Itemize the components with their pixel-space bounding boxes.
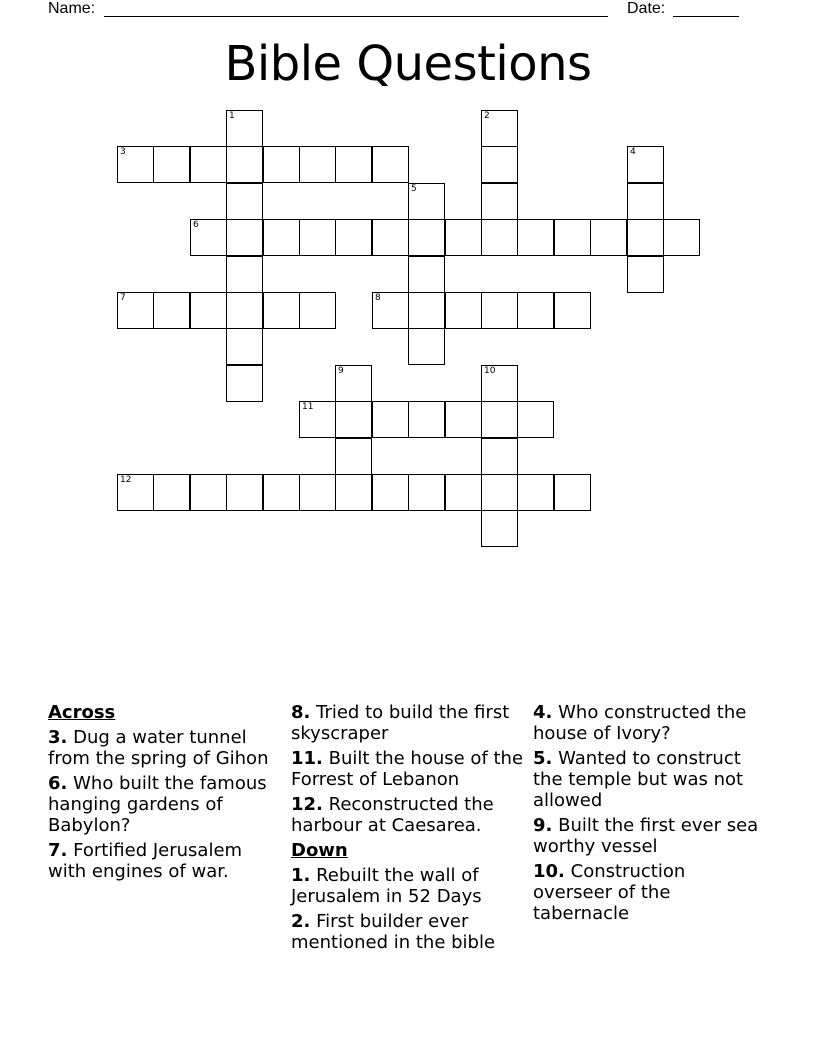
clue-text: Rebuilt the wall of Jerusalem in 52 Days xyxy=(291,865,482,907)
clue-down-2 xyxy=(291,911,527,953)
crossword-cell[interactable] xyxy=(153,292,190,329)
cell-number: 5 xyxy=(411,184,417,194)
crossword-cell[interactable] xyxy=(299,474,336,511)
cell-number: 7 xyxy=(120,293,126,303)
clue-down-9 xyxy=(533,815,769,857)
crossword-cell[interactable] xyxy=(481,510,518,547)
clue-text: Reconstructed the harbour at Caesarea. xyxy=(291,794,494,836)
clue-number: 10. xyxy=(533,861,565,882)
clue-number: 3. xyxy=(48,727,68,748)
clue-number: 5. xyxy=(533,748,553,769)
crossword-cell[interactable] xyxy=(153,474,190,511)
clue-number: 6. xyxy=(48,773,68,794)
clue-down-4 xyxy=(533,702,769,744)
crossword-cell[interactable] xyxy=(335,474,372,511)
crossword-cell[interactable] xyxy=(226,328,263,365)
crossword-cell[interactable] xyxy=(372,146,409,183)
clue-number: 11. xyxy=(291,748,323,769)
crossword-cell[interactable] xyxy=(517,219,554,256)
clue-number: 4. xyxy=(533,702,553,723)
crossword-cell[interactable] xyxy=(408,183,445,220)
crossword-cell[interactable] xyxy=(481,183,518,220)
crossword-cell[interactable] xyxy=(190,219,227,256)
clue-text: Construction overseer of the tabernacle xyxy=(533,861,686,924)
clues-column-1 xyxy=(48,702,284,886)
crossword-cell[interactable] xyxy=(481,401,518,438)
crossword-cell[interactable] xyxy=(663,219,700,256)
clue-text: Wanted to construct the temple but was not allowed xyxy=(533,748,744,811)
clues-column-3 xyxy=(533,702,769,928)
clue-number: 7. xyxy=(48,840,68,861)
crossword-cell[interactable] xyxy=(481,365,518,402)
crossword-cell[interactable] xyxy=(226,474,263,511)
cell-number: 12 xyxy=(120,475,132,485)
crossword-cell[interactable] xyxy=(481,219,518,256)
down-heading: Down xyxy=(291,840,348,861)
clue-text: Tried to build the first skyscraper xyxy=(291,702,510,744)
crossword-cell[interactable] xyxy=(554,292,591,329)
crossword-cell[interactable] xyxy=(335,401,372,438)
crossword-cell[interactable] xyxy=(372,401,409,438)
crossword-cell[interactable] xyxy=(263,292,300,329)
crossword-cell[interactable] xyxy=(372,219,409,256)
cell-number: 6 xyxy=(193,220,199,230)
clue-text: Built the first ever sea worthy vessel xyxy=(533,815,759,857)
crossword-cell[interactable] xyxy=(153,146,190,183)
clue-across-12 xyxy=(291,794,527,836)
clue-down-10 xyxy=(533,861,769,924)
crossword-cell[interactable] xyxy=(627,183,664,220)
clue-number: 8. xyxy=(291,702,311,723)
clue-number: 9. xyxy=(533,815,553,836)
cell-number: 10 xyxy=(484,366,496,376)
clue-text: First builder ever mentioned in the bible xyxy=(291,911,496,953)
cell-number: 9 xyxy=(338,366,344,376)
crossword-cell[interactable] xyxy=(408,219,445,256)
crossword-cell[interactable] xyxy=(372,474,409,511)
cell-number: 1 xyxy=(229,111,235,121)
crossword-cell[interactable] xyxy=(117,146,154,183)
crossword-cell[interactable] xyxy=(226,365,263,402)
crossword-cell[interactable] xyxy=(517,401,554,438)
crossword-cell[interactable] xyxy=(445,474,482,511)
crossword-cell[interactable] xyxy=(226,219,263,256)
crossword-cell[interactable] xyxy=(590,219,627,256)
cell-number: 8 xyxy=(375,293,381,303)
crossword-cell[interactable] xyxy=(408,328,445,365)
clue-text: Dug a water tunnel from the spring of Gihon xyxy=(48,727,269,769)
crossword-cell[interactable] xyxy=(226,146,263,183)
crossword-cell[interactable] xyxy=(554,474,591,511)
clue-down-5 xyxy=(533,748,769,811)
crossword-cell[interactable] xyxy=(299,146,336,183)
crossword-cell[interactable] xyxy=(335,438,372,475)
page-title: Bible Questions xyxy=(224,36,592,92)
crossword-cell[interactable] xyxy=(299,219,336,256)
crossword-cell[interactable] xyxy=(445,292,482,329)
crossword-cell[interactable] xyxy=(627,219,664,256)
crossword-cell[interactable] xyxy=(408,256,445,293)
clue-across-7 xyxy=(48,840,284,882)
crossword-cell[interactable] xyxy=(117,474,154,511)
clue-across-11 xyxy=(291,748,527,790)
clue-number: 1. xyxy=(291,865,311,886)
crossword-cell[interactable] xyxy=(190,146,227,183)
crossword-cell[interactable] xyxy=(263,474,300,511)
crossword-cell[interactable] xyxy=(117,292,154,329)
crossword-cell[interactable] xyxy=(335,146,372,183)
crossword-cell[interactable] xyxy=(190,292,227,329)
clue-number: 12. xyxy=(291,794,323,815)
crossword-cell[interactable] xyxy=(445,401,482,438)
crossword-cell[interactable] xyxy=(481,474,518,511)
date-label: Date: xyxy=(627,0,666,17)
cell-number: 11 xyxy=(302,402,314,412)
crossword-cell[interactable] xyxy=(445,219,482,256)
clue-text: Fortified Jerusalem with engines of war. xyxy=(48,840,243,882)
crossword-cell[interactable] xyxy=(517,474,554,511)
crossword-cell[interactable] xyxy=(263,146,300,183)
crossword-cell[interactable] xyxy=(627,146,664,183)
across-heading: Across xyxy=(48,702,116,723)
clue-text: Who constructed the house of Ivory? xyxy=(533,702,747,744)
crossword-cell[interactable] xyxy=(554,219,591,256)
clue-text: Built the house of the Forrest of Lebanon xyxy=(291,748,524,790)
crossword-cell[interactable] xyxy=(263,219,300,256)
crossword-cell[interactable] xyxy=(299,292,336,329)
crossword-cell[interactable] xyxy=(517,292,554,329)
cell-number: 2 xyxy=(484,111,490,121)
crossword-cell[interactable] xyxy=(226,110,263,147)
crossword-cell[interactable] xyxy=(190,474,227,511)
clue-across-3 xyxy=(48,727,284,769)
crossword-cell[interactable] xyxy=(481,438,518,475)
crossword-cell[interactable] xyxy=(335,219,372,256)
cell-number: 4 xyxy=(630,147,636,157)
name-label: Name: xyxy=(48,0,96,17)
cell-number: 3 xyxy=(120,147,126,157)
crossword-cell[interactable] xyxy=(299,401,336,438)
crossword-cell[interactable] xyxy=(226,256,263,293)
crossword-cell[interactable] xyxy=(408,401,445,438)
crossword-cell[interactable] xyxy=(481,146,518,183)
clue-down-1 xyxy=(291,865,527,907)
crossword-cell[interactable] xyxy=(627,256,664,293)
crossword-cell[interactable] xyxy=(408,474,445,511)
clue-text: Who built the famous hanging gardens of Babylon? xyxy=(48,773,267,836)
crossword-cell[interactable] xyxy=(481,110,518,147)
crossword-cell[interactable] xyxy=(481,292,518,329)
crossword-cell[interactable] xyxy=(372,292,409,329)
clue-across-6 xyxy=(48,773,284,836)
crossword-cell[interactable] xyxy=(226,292,263,329)
crossword-cell[interactable] xyxy=(226,183,263,220)
crossword-cell[interactable] xyxy=(408,292,445,329)
clue-number: 2. xyxy=(291,911,311,932)
clue-across-8 xyxy=(291,702,527,744)
crossword-cell[interactable] xyxy=(335,365,372,402)
clues-column-2 xyxy=(291,702,527,957)
